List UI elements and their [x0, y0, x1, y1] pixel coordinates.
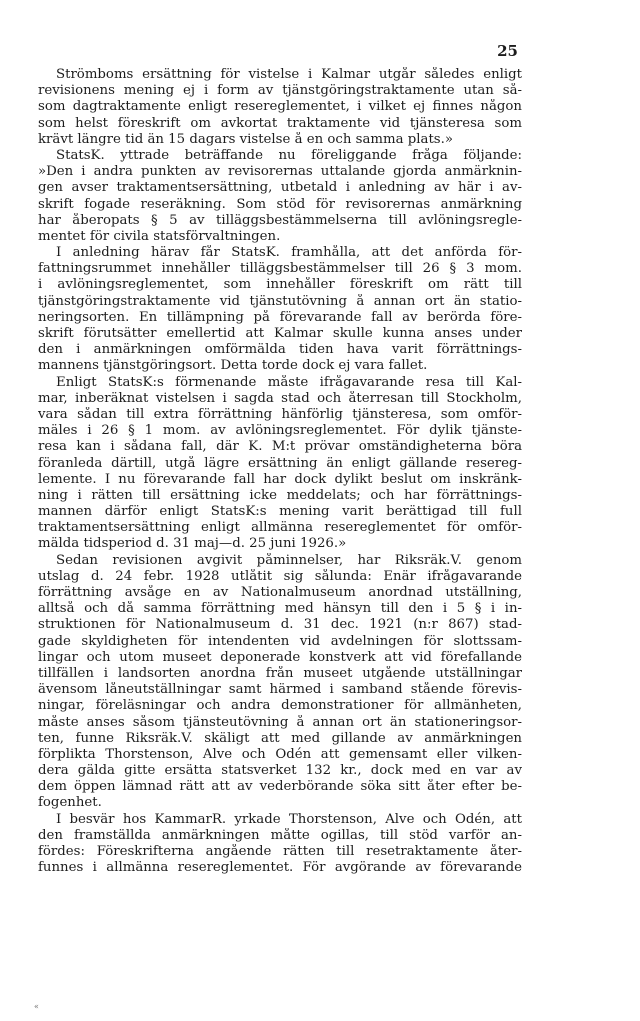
text-line: tillfällen i landsorten anordna från museet utgående utställningar [38, 665, 522, 681]
body-text [38, 67, 522, 876]
text-line: I besvär hos KammarR. yrkade Thorstenson, Alve och Odén, att [56, 811, 522, 827]
text-line: ning i rätten till ersättning icke meddelats; och har förrättnings- [38, 487, 522, 503]
text-line: som dagtraktamente enligt resereglementet, i vilket ej finnes någon [38, 99, 522, 115]
text-line: den i anmärkningen omförmälda tiden hava varit förrättnings- [38, 342, 522, 358]
text-line: mannen därför enligt StatsK:s mening varit berättigad till full [38, 504, 522, 520]
text-line: mentet för civila statsförvaltningen. [38, 228, 281, 244]
text-line: skrift förutsätter emellertid att Kalmar skulle kunna anses under [38, 326, 522, 341]
text-line: den framställda anmärkningen måtte ogillas, till stöd varför an- [38, 827, 522, 843]
text-line: fördes: Föreskrifterna angående rätten till resetraktamente åter- [38, 844, 522, 859]
text-line: mälda tidsperiod d. 31 maj—d. 25 juni 1926.» [38, 536, 347, 552]
text-line: utslag d. 24 febr. 1928 utlåtit sig sålunda: Enär ifrågavarande [38, 568, 522, 584]
text-line: dem öppen lämnad rätt att av vederbörande söka sitt åter efter be- [38, 779, 522, 795]
text-line: ten, funne Riksräk.V. skäligt att med gillande av anmärkningen [38, 730, 522, 746]
text-line: gade skyldigheten för intendenten vid avdelningen för slottssam- [38, 633, 522, 649]
text-line: mannens tjänstgöringsort. Detta torde dock ej vara fallet. [38, 358, 428, 374]
text-line: i avlöningsreglementet, som innehåller föreskrift om rätt till [38, 277, 522, 293]
text-line: Strömboms ersättning för vistelse i Kalmar utgår således enligt [56, 67, 522, 82]
text-line: förrättning avsåge en av Nationalmuseum anordnad utställning, [38, 585, 522, 600]
text-line: »Den i andra punkten av revisorernas uttalande gjorda anmärknin- [38, 164, 522, 180]
text-line: som helst föreskrift om avkortat traktamente vid tjänsteresa som [38, 115, 522, 131]
text-line: fattningsrummet innehåller tilläggsbestämmelser till 26 § 3 mom. [38, 261, 522, 277]
text-line: traktamentsersättning enligt allmänna resereglementet för omför- [38, 520, 522, 536]
text-line: StatsK. yttrade beträffande nu föreliggande fråga följande: [56, 147, 522, 163]
text-line: Sedan revisionen avgivit påminnelser, har Riksräk.V. genom [56, 552, 522, 568]
text-line: har åberopats § 5 av tilläggsbestämmelserna till avlöningsregle- [38, 212, 522, 228]
text-line: funnes i allmänna resereglementet. För avgörande av förevarande [38, 860, 522, 876]
footer-mark: « [34, 1002, 39, 1011]
text-line: krävt längre tid än 15 dagars vistelse å en och samma plats.» [38, 131, 453, 147]
text-line: vara sådan till extra förrättning hänförlig tjänsteresa, som omför- [38, 406, 522, 422]
text-line: I anledning härav får StatsK. framhålla, att det anförda för- [56, 245, 522, 261]
text-line: måste anses såsom tjänsteutövning å annan ort än stationeringsor- [38, 714, 522, 730]
text-line: tjänstgöringstraktamente vid tjänstutövning å annan ort än statio- [38, 293, 522, 309]
text-line: alltså och då samma förrättning med hänsyn till den i 5 § i in- [38, 601, 522, 617]
page-number: 25 [497, 42, 518, 60]
text-line: lingar och utom museet deponerade konstverk att vid förefallande [38, 649, 522, 665]
text-line: förplikta Thorstenson, Alve och Odén att gemensamt eller vilken- [38, 746, 522, 762]
text-line: gen avser traktamentsersättning, utbetald i anledning av här i av- [38, 180, 522, 196]
text-line: neringsorten. En tillämpning på förevarande fall av berörda före- [38, 309, 522, 325]
text-line: mar, inberäknat vistelsen i sagda stad och återresan till Stockholm, [38, 390, 522, 406]
text-line: ningar, föreläsningar och andra demonstrationer för allmänheten, [38, 698, 522, 714]
text-line: mäles i 26 § 1 mom. av avlöningsreglementet. För dylik tjänste- [38, 423, 522, 439]
text-line: ävensom låneutställningar samt härmed i samband stående förevis- [38, 682, 522, 698]
text-line: struktionen för Nationalmuseum d. 31 dec. 1921 (n:r 867) stad- [38, 617, 522, 633]
text-line: dera gälda gitte ersätta statsverket 132 kr., dock med en var av [38, 763, 522, 779]
text-line: resa kan i sådana fall, där K. M:t prövar omständigheterna böra [38, 439, 522, 455]
text-line: Enligt StatsK:s förmenande måste ifrågavarande resa till Kal- [56, 374, 522, 390]
text-line: revisionens mening ej i form av tjänstgöringstraktamente utan så- [38, 83, 522, 99]
text-line: fogenhet. [38, 795, 102, 811]
text-line: skrift fogade reseräkning. Som stöd för revisorernas anmärkning [38, 196, 522, 212]
text-line: lemente. I nu förevarande fall har dock dylikt beslut om inskränk- [38, 471, 522, 487]
text-line: föranleda därtill, utgå lägre ersättning än enligt gällande resereg- [38, 455, 522, 471]
